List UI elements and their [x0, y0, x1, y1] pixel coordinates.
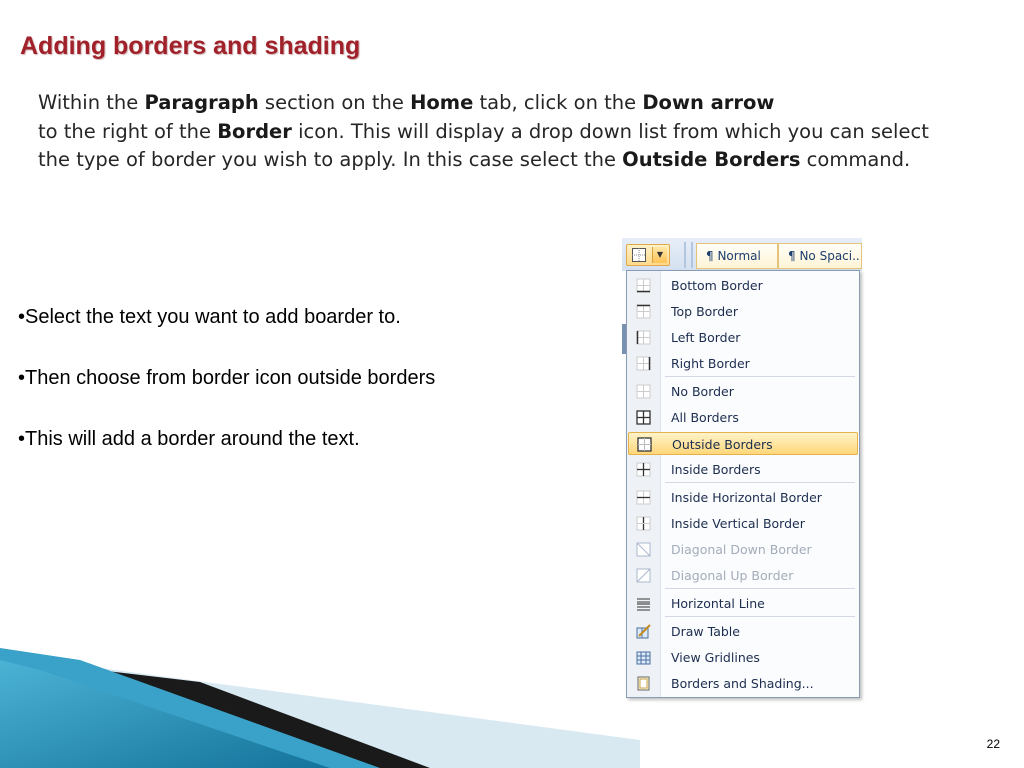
menu-item-inside-borders[interactable]	[628, 458, 858, 481]
intro-bold-text: Outside Borders	[622, 148, 801, 171]
intro-bold-text: Home	[410, 91, 474, 114]
intro-bold-text: Down arrow	[642, 91, 775, 114]
intro-text: tab, click on the	[473, 91, 643, 114]
border-dropdown-menu	[626, 270, 860, 698]
intro-bold-text: Paragraph	[144, 91, 259, 114]
menu-item-diagonal-up-border	[628, 564, 858, 587]
menu-item-horizontal-line[interactable]	[628, 592, 858, 615]
intro-text: to the right of the	[38, 119, 218, 143]
bullet-item: •Then choose from border icon outside borders	[18, 367, 436, 389]
intro-paragraph	[38, 89, 938, 175]
menu-item-label: Diagonal Up Border	[671, 568, 794, 583]
top-border-icon	[636, 304, 651, 319]
no-border-icon	[636, 384, 651, 399]
intro-text: Within the	[38, 91, 145, 114]
inside-borders-icon	[636, 462, 651, 477]
menu-item-label: Inside Horizontal Border	[671, 490, 822, 505]
intro-text: command.	[800, 148, 911, 171]
border-dropdown-arrow[interactable]: ▼	[652, 247, 667, 263]
menu-item-label: Borders and Shading...	[671, 676, 814, 691]
menu-item-view-gridlines[interactable]	[628, 646, 858, 669]
style-normal[interactable]: ¶ Normal	[696, 243, 778, 269]
menu-separator	[665, 376, 855, 377]
bottom-border-icon	[636, 278, 651, 293]
inside-horizontal-border-icon	[636, 490, 651, 505]
horizontal-line-icon	[636, 596, 651, 611]
menu-item-label: Bottom Border	[671, 278, 763, 293]
menu-item-label: Inside Vertical Border	[671, 516, 805, 531]
menu-item-bottom-border[interactable]	[628, 274, 858, 297]
border-button[interactable]	[626, 244, 670, 266]
menu-separator	[665, 616, 855, 617]
menu-item-label: View Gridlines	[671, 650, 760, 665]
menu-separator	[665, 482, 855, 483]
intro-text: section on the	[258, 91, 411, 114]
intro-text: icon. This will display a drop down list from which you can select the type of border you wish to apply. In this case select the	[38, 119, 929, 171]
diagonal-up-border-icon	[636, 568, 651, 583]
border-icon	[632, 248, 646, 262]
all-borders-icon	[636, 410, 651, 425]
ribbon	[622, 238, 862, 271]
menu-separator	[665, 588, 855, 589]
menu-item-borders-and-shading[interactable]	[628, 672, 858, 695]
divider	[691, 242, 693, 268]
inside-vertical-border-icon	[636, 516, 651, 531]
menu-item-diagonal-down-border	[628, 538, 858, 561]
menu-item-left-border[interactable]	[628, 326, 858, 349]
bullet-item: •This will add a border around the text.	[18, 428, 360, 450]
diagonal-down-border-icon	[636, 542, 651, 557]
menu-item-inside-horizontal-border[interactable]	[628, 486, 858, 509]
menu-item-label: Horizontal Line	[671, 596, 765, 611]
menu-item-all-borders[interactable]	[628, 406, 858, 429]
intro-bold-text: Border	[217, 119, 292, 143]
menu-item-outside-borders[interactable]	[628, 432, 858, 455]
word-border-menu-screenshot	[622, 238, 862, 700]
menu-item-top-border[interactable]	[628, 300, 858, 323]
right-border-icon	[636, 356, 651, 371]
menu-item-no-border[interactable]	[628, 380, 858, 403]
page-number: 22	[986, 737, 1000, 751]
menu-item-label: Draw Table	[671, 624, 740, 639]
menu-item-label: Inside Borders	[671, 462, 761, 477]
menu-item-label: All Borders	[671, 410, 739, 425]
menu-item-label: Top Border	[671, 304, 738, 319]
menu-item-label: Diagonal Down Border	[671, 542, 812, 557]
menu-item-label: Outside Borders	[672, 437, 773, 452]
menu-item-label: Right Border	[671, 356, 750, 371]
outside-borders-icon	[637, 437, 652, 452]
menu-item-right-border[interactable]	[628, 352, 858, 375]
divider	[684, 242, 686, 268]
bullet-item: •Select the text you want to add boarder to.	[18, 306, 401, 328]
slide-title: Adding borders and shading	[20, 32, 361, 60]
menu-item-label: No Border	[671, 384, 734, 399]
bullet-list	[18, 303, 435, 486]
menu-item-label: Left Border	[671, 330, 741, 345]
menu-item-draw-table[interactable]	[628, 620, 858, 643]
menu-item-inside-vertical-border[interactable]	[628, 512, 858, 535]
decorative-corner	[0, 630, 640, 768]
left-border-icon	[636, 330, 651, 345]
style-no-spacing[interactable]: ¶ No Spaci..	[778, 243, 862, 269]
